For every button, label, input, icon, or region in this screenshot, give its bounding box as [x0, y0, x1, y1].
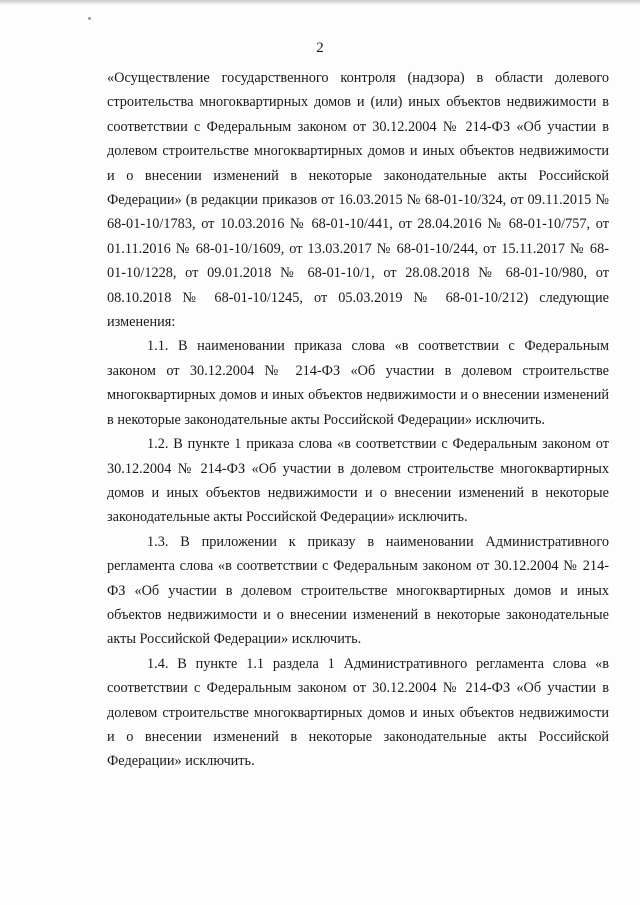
- paragraph-item-1-3: 1.3. В приложении к приказу в наименовании Административного регламента слова «в соответствии с Федеральным законом от 30.12.2004 № 214-ФЗ «Об участии в долевом строительстве многоквартирных домов и иных объектов недвижимости и о внесении изменений в некоторые законодательные акты Российской Федерации» исключить.: [107, 533, 609, 648]
- paragraph-intro: «Осуществление государственного контроля (надзора) в области долевого строительства многоквартирных домов и (или) иных объектов недвижимости в соответствии с Федеральным законом от 30.12.2004 № 214-ФЗ «Об участии в долевом строительстве многоквартирных домов и иных объектов недвижимости и о внесении изменений в некоторые законодательные акты Российской Федерации» (в редакции приказов от 16.03.2015 № 68-01-10/324, от 09.11.2015 № 68-01-10/1783, от 10.03.2016 № 68-01-10/441, от 28.04.2016 № 68-01-10/757, от 01.11.2016 № 68-01-10/1609, от 13.03.2017 № 68-01-10/244, от 15.11.2017 № 68-01-10/1228, от 09.01.2018 № 68-01-10/1, от 28.08.2018 № 68-01-10/980, от 08.10.2018 № 68-01-10/1245, от 05.03.2019 № 68-01-10/212) следующие изменения:: [107, 70, 609, 331]
- page-number: 2: [316, 40, 324, 56]
- scan-edge: [0, 0, 640, 5]
- paragraph-item-1-4: 1.4. В пункте 1.1 раздела 1 Административного регламента слова «в соответствии с Федеральным законом от 30.12.2004 № 214-ФЗ «Об участии в долевом строительстве многоквартирных домов и иных объектов недвижимости и о внесении изменений в некоторые законодательные акты Российской Федерации» исключить.: [107, 655, 609, 770]
- paragraph-item-1-2: 1.2. В пункте 1 приказа слова «в соответствии с Федеральным законом от 30.12.2004 № 214-ФЗ «Об участии в долевом строительстве многоквартирных домов и иных объектов недвижимости и о внесении изменений в некоторые законодательные акты Российской Федерации» исключить.: [107, 436, 609, 526]
- paragraph-item-1-1: 1.1. В наименовании приказа слова «в соответствии с Федеральным законом от 30.12.2004 № 214-ФЗ «Об участии в долевом строительстве многоквартирных домов и иных объектов недвижимости и о внесении изменений в некоторые законодательные акты Российской Федерации» исключить.: [107, 338, 609, 428]
- scan-speck: [88, 17, 91, 20]
- document-body: [107, 66, 609, 774]
